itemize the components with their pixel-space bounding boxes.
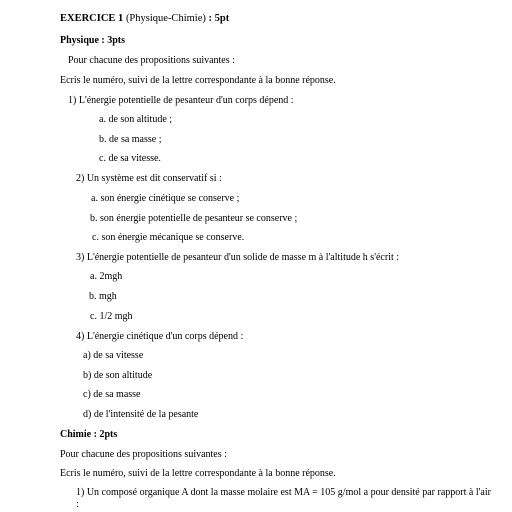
- exercise-title-subject: (Physique-Chimie): [123, 13, 206, 24]
- question-1-option-a: a. de son altitude ;: [99, 114, 173, 125]
- chimie-intro: Pour chacune des propositions suivantes :: [60, 449, 227, 460]
- exercise-title: [60, 13, 229, 25]
- question-4-option-a: a) de sa vitesse: [83, 350, 144, 361]
- chimie-question-1: 1) Un composé organique A dont la masse molaire est MA = 105 g/mol a pour densité par rapport à l'air :: [76, 487, 491, 510]
- question-2-option-a: a. son énergie cinétique se conserve ;: [91, 193, 240, 204]
- question-1-option-b: b. de sa masse ;: [99, 134, 162, 145]
- question-3-option-b: b. mgh: [89, 291, 117, 302]
- physique-heading: Physique : 3pts: [60, 35, 126, 46]
- question-3: 3) L'énergie potentielle de pesanteur d'un solide de masse m à l'altitude h s'écrit :: [76, 252, 400, 263]
- question-1-option-c: c. de sa vitesse.: [99, 153, 161, 164]
- question-1: 1) L'énergie potentielle de pesanteur d'un corps dépend :: [68, 95, 294, 106]
- question-4-option-c: c) de sa masse: [83, 389, 141, 400]
- question-3-option-c: c. 1/2 mgh: [90, 311, 133, 322]
- question-4: 4) L'énergie cinétique d'un corps dépend :: [76, 331, 244, 342]
- exercise-title-label: EXERCICE 1: [60, 13, 124, 24]
- question-2-option-b: b. son énergie potentielle de pesanteur se conserve ;: [90, 213, 298, 224]
- question-3-option-a: a. 2mgh: [90, 271, 123, 282]
- question-2-option-c: c. son énergie mécanique se conserve.: [92, 232, 245, 243]
- question-2: 2) Un système est dit conservatif si :: [76, 173, 222, 184]
- question-4-option-d: d) de l'intensité de la pesante: [83, 409, 199, 420]
- question-4-option-b: b) de son altitude: [83, 370, 153, 381]
- exercise-title-points: : 5pt: [205, 13, 230, 24]
- chimie-heading: Chimie : 2pts: [60, 429, 118, 440]
- physique-intro: Pour chacune des propositions suivantes :: [68, 55, 235, 66]
- physique-instruction: Ecris le numéro, suivi de la lettre correspondante à la bonne réponse.: [60, 75, 336, 86]
- chimie-instruction: Ecris le numéro, suivi de la lettre correspondante à la bonne réponse.: [60, 468, 336, 479]
